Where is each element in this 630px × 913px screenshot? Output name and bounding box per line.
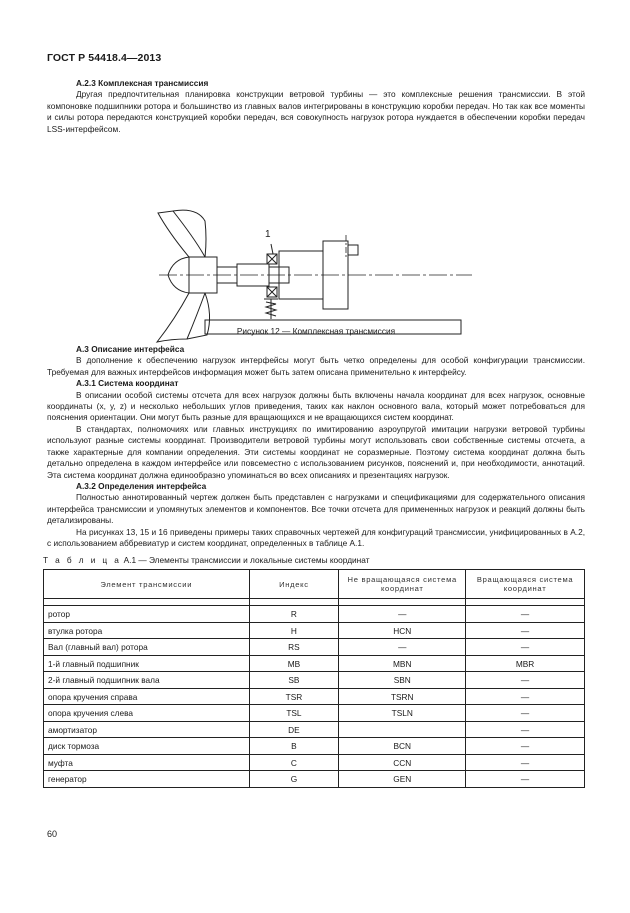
col-header-element: Элемент трансмиссии [44, 570, 250, 599]
cell-nonrotating: BCN [339, 738, 466, 755]
table-row [44, 754, 585, 771]
cell-nonrotating: TSRN [339, 688, 466, 705]
cell-rotating: — [466, 688, 585, 705]
table-row [44, 705, 585, 722]
cell-element: амортизатор [44, 721, 250, 738]
cell-element: втулка ротора [44, 622, 250, 639]
table-caption-prefix: Т а б л и ц а [43, 555, 122, 566]
table-row [44, 738, 585, 755]
cell-element: опора кручения справа [44, 688, 250, 705]
blade-upper [158, 211, 205, 257]
cell-rotating: — [466, 705, 585, 722]
cell-index: B [249, 738, 339, 755]
cell-rotating: — [466, 738, 585, 755]
cell-rotating: — [466, 754, 585, 771]
cell-index: C [249, 754, 339, 771]
cell-rotating: — [466, 606, 585, 623]
cell-element: опора кручения слева [44, 705, 250, 722]
cell-element: муфта [44, 754, 250, 771]
table-header-row [44, 570, 585, 599]
paragraph-a32-1: Полностью аннотированный чертеж должен быть представлен с нагрузками и спецификациями для содержательного описания интерфейса трансмиссии и упомянутых элементов и компонентов. Все точки отсчета для примененных нагрузок и реакций должны быть детализированы. [47, 492, 585, 526]
cell-rotating: — [466, 622, 585, 639]
table-a1 [43, 569, 585, 788]
cell-element: 1-й главный подшипник [44, 655, 250, 672]
table-row [44, 672, 585, 689]
figure-caption: Рисунок 12 — Комплексная трансмиссия [236, 326, 396, 337]
document-header: ГОСТ Р 54418.4—2013 [47, 52, 162, 64]
cell-index: TSL [249, 705, 339, 722]
cell-nonrotating: — [339, 639, 466, 656]
cell-element: Вал (главный вал) ротора [44, 639, 250, 656]
heading-a3: А.3 Описание интерфейса [76, 344, 185, 355]
cell-rotating: — [466, 639, 585, 656]
cell-element: ротор [44, 606, 250, 623]
table-row [44, 688, 585, 705]
page-content [43, 78, 585, 788]
paragraph-a31-1: В описании особой системы отсчета для всех нагрузок должны быть включены начала координат для всех нагрузок, основные координаты (x, y, z) и несколько небольших углов приведения, таких как наклон основного вала, который может потребоваться для пояснения ориентации. Они могут быть разные для вращающихся и не вращающихся систем координат. [47, 389, 585, 423]
cell-element: генератор [44, 771, 250, 788]
table-row [44, 721, 585, 738]
cell-index: DE [249, 721, 339, 738]
figure-label-1: 1 [265, 229, 271, 241]
output-shaft [348, 245, 358, 255]
cell-rotating: — [466, 672, 585, 689]
paragraph-a3: В дополнение к обеспечению нагрузок интерфейсы могут быть четко определены для особой конфигурации трансмиссии. Требуемая для важных интерфейсов информация может быть затем описана применительно к интерфейсу. [47, 355, 585, 377]
col-header-nonrotating: Не вращающаяся система координат [339, 570, 466, 599]
heading-a32: А.3.2 Определения интерфейса [76, 480, 207, 491]
cell-index: R [249, 606, 339, 623]
cell-nonrotating: CCN [339, 754, 466, 771]
cell-rotating: — [466, 771, 585, 788]
page-number: 60 [47, 829, 58, 839]
cell-nonrotating: TSLN [339, 705, 466, 722]
col-header-index: Индекс [249, 570, 339, 599]
heading-a23: А.2.3 Комплексная трансмиссия [76, 78, 209, 88]
cell-index: G [249, 771, 339, 788]
table-row [44, 622, 585, 639]
cell-index: H [249, 622, 339, 639]
cell-nonrotating: SBN [339, 672, 466, 689]
table-caption-text: А.1 — Элементы трансмиссии и локальные системы координат [123, 555, 370, 566]
table-caption [43, 555, 585, 566]
transmission-drawing [47, 139, 585, 344]
cell-rotating: — [466, 721, 585, 738]
cell-index: RS [249, 639, 339, 656]
cell-nonrotating: HCN [339, 622, 466, 639]
cell-index: TSR [249, 688, 339, 705]
cell-index: SB [249, 672, 339, 689]
cell-element: диск тормоза [44, 738, 250, 755]
cell-nonrotating: — [339, 606, 466, 623]
cell-index: MB [249, 655, 339, 672]
figure-12 [47, 139, 585, 344]
cell-element: 2-й главный подшипник вала [44, 672, 250, 689]
cell-nonrotating [339, 721, 466, 738]
heading-a31: А.3.1 Система координат [76, 378, 179, 389]
paragraph-a31-2: В стандартах, полномочиях или главных инструкциях по имитированию аэроупругой имитации нагрузки ветровой турбины используют разные системы координат. Производители ветровой турбины могут использовать свои собственные системы отсчета, а также характерные для компании определения. Эти системы координат не соразмерные. Поэтому система координат должна быть детально определена в каждом интерфейсе или повсеместно с использованием рисунков, пояснений и, при необходимости, аннотаций. Эта система координат должна единообразно упоминаться во всех описаниях и презентациях нагрузок. [47, 423, 585, 480]
col-header-rotating: Вращающаяся система координат [466, 570, 585, 599]
table-row [44, 771, 585, 788]
table-row [44, 639, 585, 656]
cell-nonrotating: GEN [339, 771, 466, 788]
cell-nonrotating: MBN [339, 655, 466, 672]
paragraph-a32-2: На рисунках 13, 15 и 16 приведены примеры таких справочных чертежей для конфигураций трансмиссии, унифицированных в А.2, с использованием аббревиатур и систем координат, определенных в таблице А.1. [47, 526, 585, 548]
paragraph-a23: Другая предпочтительная планировка конструкции ветровой турбины — это комплексные решения трансмиссии. В этой компоновке подшипники ротора и большинство из главных валов интегрированы в конструкцию коробки передач. Но так как все моменты и силы ротора передаются конструкцией коробки передач, вся совокупность нагрузок ротора нуждается в обеспечении коробки передач LSS-интерфейсом. [47, 89, 585, 134]
table-row [44, 606, 585, 623]
table-row [44, 655, 585, 672]
cell-rotating: MBR [466, 655, 585, 672]
